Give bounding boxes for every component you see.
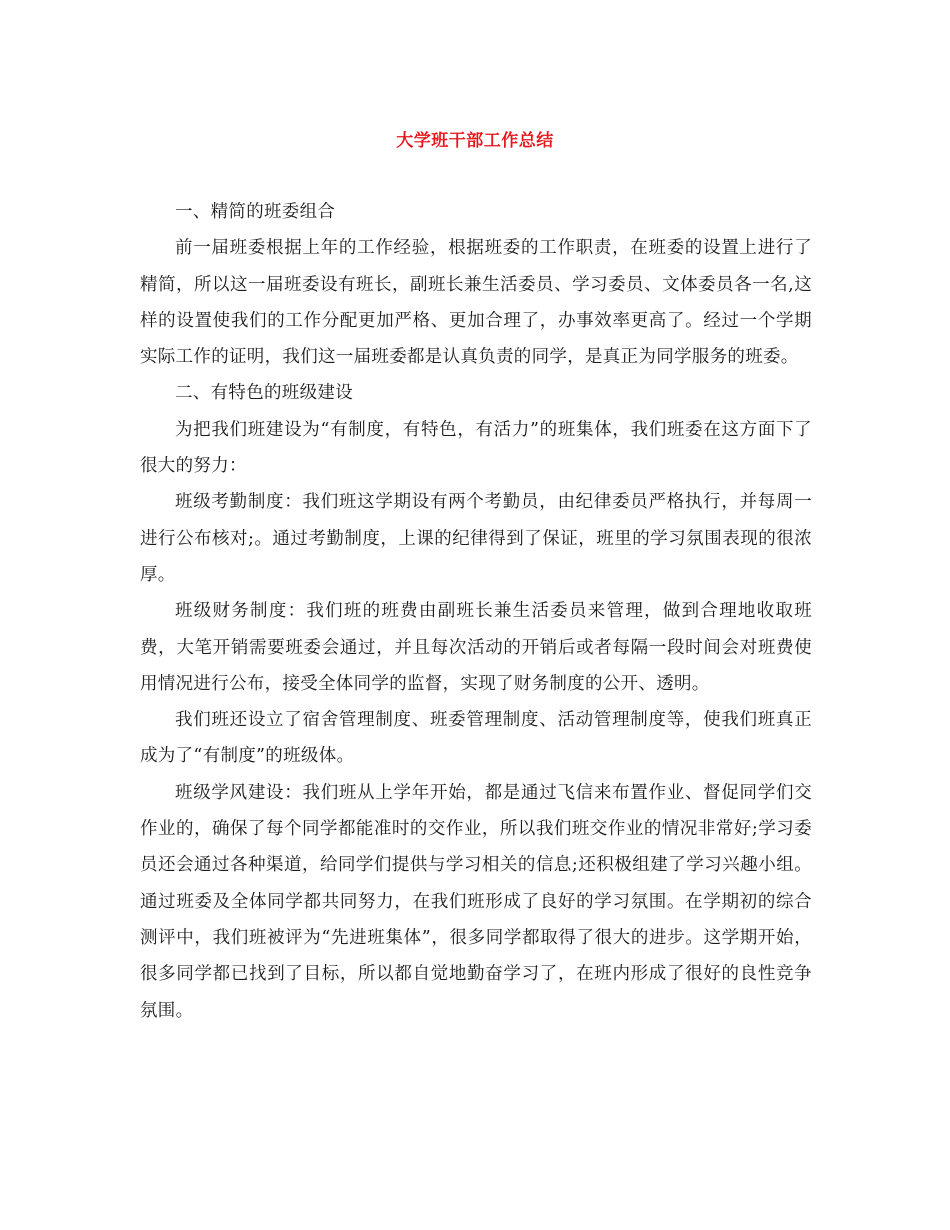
- section-heading-2: 二、有特色的班级建设: [175, 383, 353, 404]
- section-heading-1: 一、精简的班委组合: [175, 202, 336, 222]
- paragraph: 为把我们班建设为“有制度，有特色，有活力”的班集体，我们班委在这方面下了很大的努力：: [140, 419, 812, 477]
- document-title: 大学班干部工作总结: [396, 131, 554, 151]
- document-body: [140, 194, 812, 1029]
- paragraph: 班级考勤制度：我们班这学期设有两个考勤员，由纪律委员严格执行，并每周一进行公布核对;。通过考勤制度，上课的纪律得到了保证，班里的学习氛围表现的很浓厚。: [140, 492, 812, 585]
- paragraph: 我们班还设立了宿舍管理制度、班委管理制度、活动管理制度等，使我们班真正成为了“有制度”的班级体。: [140, 710, 812, 767]
- paragraph: 班级财务制度：我们班的班费由副班长兼生活委员来管理，做到合理地收取班费，大笔开销需要班委会通过，并且每次活动的开销后或者每隔一段时间会对班费使用情况进行公布，接受全体同学的监督，实现了财务制度的公开、透明。: [140, 601, 812, 694]
- paragraph: 班级学风建设：我们班从上学年开始，都是通过飞信来布置作业、督促同学们交作业的，确保了每个同学都能准时的交作业，所以我们班交作业的情况非常好;学习委员还会通过各种渠道，给同学们提供与学习相关的信息;还积极组建了学习兴趣小组。通过班委及全体同学都共同努力，在我们班形成了良好的学习氛围。在学期初的综合测评中，我们班被评为“先进班集体”，很多同学都取得了很大的进步。这学期开始，很多同学都已找到了目标，所以都自觉地勤奋学习了，在班内形成了很好的良性竞争氛围。: [140, 782, 812, 1021]
- paragraph: 前一届班委根据上年的工作经验，根据班委的工作职责，在班委的设置上进行了精简，所以这一届班委设有班长，副班长兼生活委员、学习委员、文体委员各一名,这样的设置使我们的工作分配更加严格、更加合理了，办事效率更高了。经过一个学期实际工作的证明，我们这一届班委都是认真负责的同学，是真正为同学服务的班委。: [140, 238, 812, 368]
